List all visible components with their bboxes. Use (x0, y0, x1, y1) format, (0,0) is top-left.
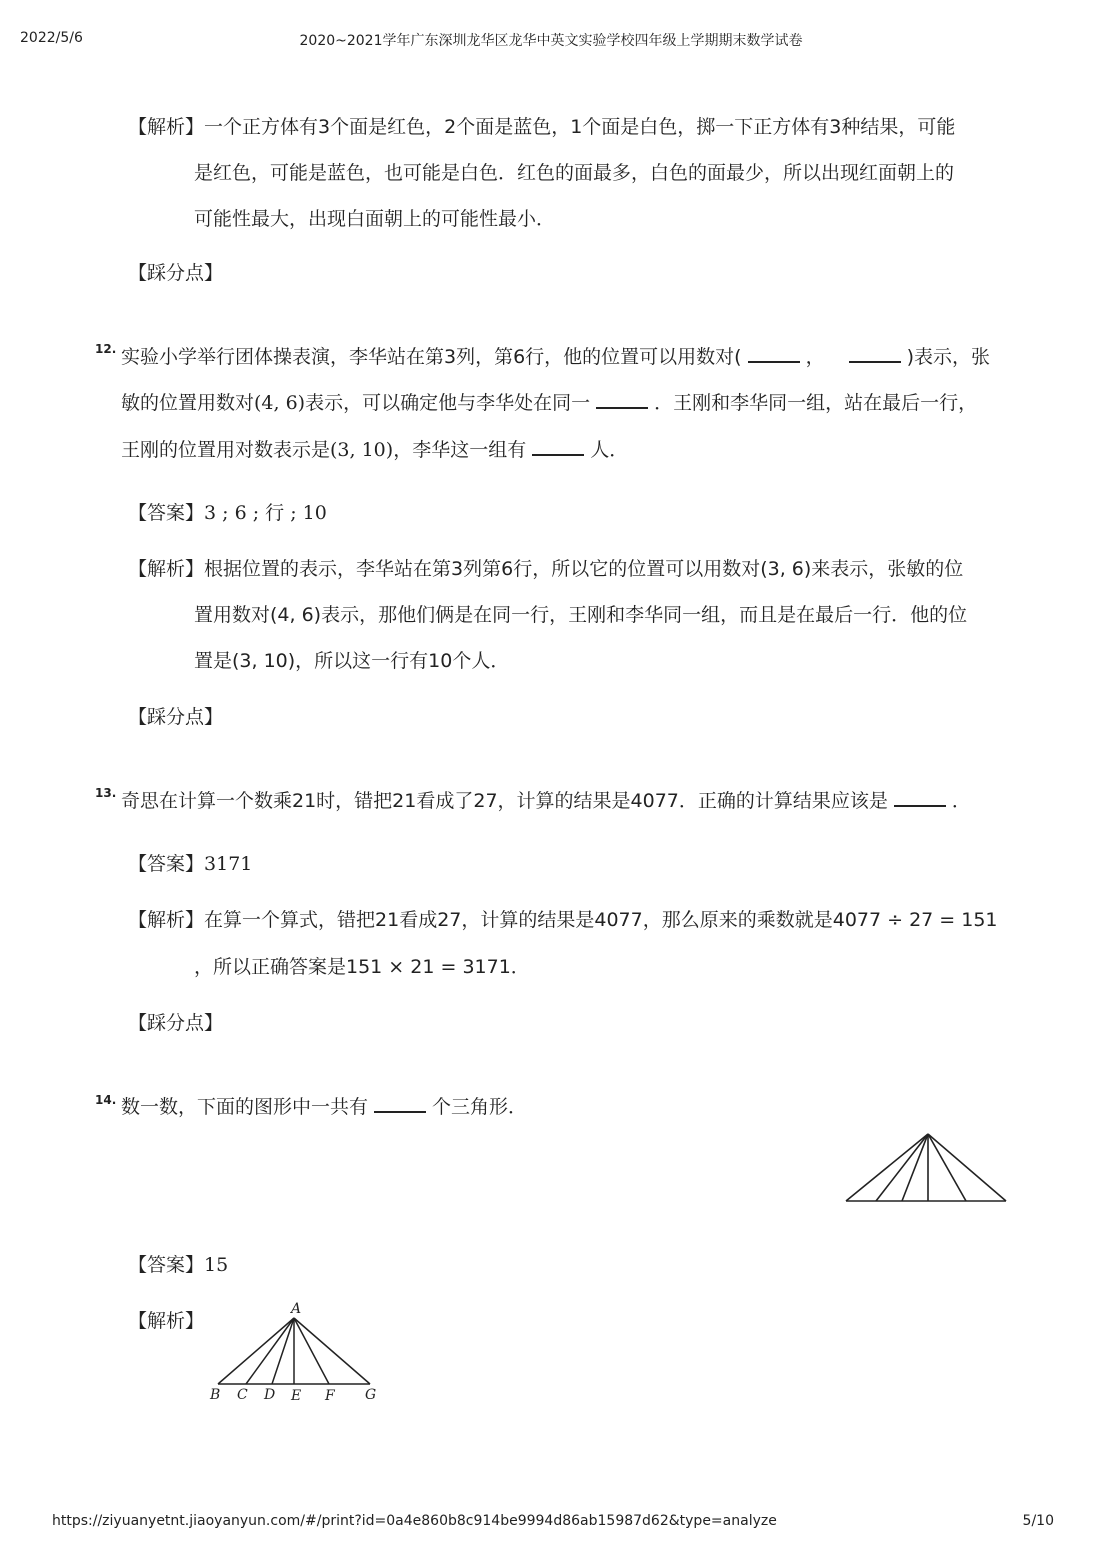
q12-blank-2[interactable] (849, 345, 901, 363)
q12-stem-text: ，李华这一组有 (393, 439, 527, 461)
q12-stem-line-3 (121, 436, 628, 464)
q12-score-label: 【踩分点】 (128, 706, 224, 728)
point-label-c: C (237, 1387, 248, 1403)
q13-stem (121, 787, 971, 815)
q13-score-label: 【踩分点】 (128, 1012, 224, 1034)
q12-stem-text: 表示，可以确定他与李华处在同一 (305, 392, 591, 414)
page-number: 5/10 (1022, 1513, 1054, 1529)
q14-stem-text: 数一数，下面的图形中一共有 (121, 1096, 369, 1118)
q13-answer-block (128, 850, 252, 878)
q12-stem-text: )表示，张 (906, 346, 991, 368)
q12-math: (4, 6) (254, 392, 306, 414)
q12-answer-block (128, 499, 327, 527)
q14-stem-text: 个三角形． (432, 1096, 528, 1118)
q13-number: 13. (95, 786, 117, 800)
point-label-e: E (291, 1388, 302, 1404)
footer-url: https://ziyuanyetnt.jiaoyanyun.com/#/print?id=0a4e860b8c914be9994d86ab15987d62&type=analyze (52, 1513, 777, 1529)
q13-stem-text: 奇思在计算一个数乘21时，错把21看成了27，计算的结果是4077．正确的计算结果应该是 (121, 790, 888, 812)
print-date: 2022/5/6 (20, 30, 83, 46)
q12-stem-text: ．王刚和李华同一组，站在最后一行， (654, 392, 978, 414)
q12-answer-label: 【答案】 (128, 502, 205, 524)
q11-analysis-line-3: 可能性最大，出现白面朝上的可能性最小． (194, 208, 556, 230)
document-title: 2020~2021学年广东深圳龙华区龙华中英文实验学校四年级上学期期末数学试卷 (299, 33, 803, 49)
q11-score-label: 【踩分点】 (128, 262, 224, 284)
q12-analysis-line-2: 置用数对(4, 6)表示，那他们俩是在同一行，王刚和李华同一组，而且是在最后一行．他的位 (194, 604, 968, 626)
q12-analysis-block (128, 555, 963, 583)
q12-stem-line-1 (121, 343, 990, 371)
q12-stem-comma: ， (805, 346, 825, 368)
q14-blank[interactable] (374, 1095, 426, 1113)
q13-analysis-line-1: 在算一个算式，错把21看成27，计算的结果是4077，那么原来的乘数就是4077 ÷ 27 = 151 (204, 909, 998, 931)
q14-triangle-figure (840, 1128, 1012, 1208)
q12-blank-3[interactable] (596, 391, 648, 409)
q11-analysis-line-2: 是红色，可能是蓝色，也可能是白色．红色的面最多，白色的面最少，所以出现红面朝上的 (194, 162, 955, 184)
q14-answer-block (128, 1251, 228, 1279)
q12-stem-text: 人． (590, 439, 629, 461)
q11-analysis-line-1: 一个正方体有3个面是红色，2个面是蓝色，1个面是白色，掷一下正方体有3种结果，可能 (204, 116, 956, 138)
q11-analysis-block (128, 113, 955, 141)
q12-stem-line-2 (121, 389, 977, 417)
q12-math: (3, 10) (330, 439, 394, 461)
q13-stem-text: ． (951, 790, 971, 812)
q12-stem-text: 王刚的位置用对数表示是 (121, 439, 331, 461)
q12-stem-text: 敏的位置用数对 (121, 392, 255, 414)
q12-stem-text: 实验小学举行团体操表演，李华站在第3列，第6行，他的位置可以用数对( (121, 346, 742, 368)
q14-analysis-label: 【解析】 (128, 1310, 205, 1332)
q13-analysis-line-2: ，所以正确答案是151 × 21 = 3171． (194, 956, 530, 978)
point-label-g: G (365, 1387, 377, 1403)
point-label-b: B (210, 1387, 221, 1403)
q14-answer-value: 15 (204, 1254, 229, 1276)
q13-blank[interactable] (894, 789, 946, 807)
q12-analysis-label: 【解析】 (128, 558, 205, 580)
q12-blank-1[interactable] (748, 345, 800, 363)
point-label-d: D (264, 1387, 276, 1403)
q14-labeled-figure (205, 1298, 385, 1408)
q12-analysis-line-3: 置是(3, 10)，所以这一行有10个人． (194, 650, 510, 672)
point-label-f: F (325, 1388, 335, 1404)
q13-analysis-block (128, 906, 998, 934)
q14-number: 14. (95, 1093, 117, 1107)
point-label-a: A (291, 1301, 302, 1317)
q12-analysis-line-1: 根据位置的表示，李华站在第3列第6行，所以它的位置可以用数对(3, 6)来表示，张敏的位 (204, 558, 964, 580)
q13-answer-value: 3171 (204, 853, 253, 875)
q12-number: 12. (95, 342, 117, 356)
q14-stem (121, 1093, 527, 1121)
q13-analysis-label: 【解析】 (128, 909, 205, 931)
q13-answer-label: 【答案】 (128, 853, 205, 875)
q12-blank-4[interactable] (532, 438, 584, 456)
q11-analysis-label: 【解析】 (128, 116, 205, 138)
q12-answer-value: 3 ; 6 ; 行 ; 10 (204, 502, 327, 524)
q14-answer-label: 【答案】 (128, 1254, 205, 1276)
